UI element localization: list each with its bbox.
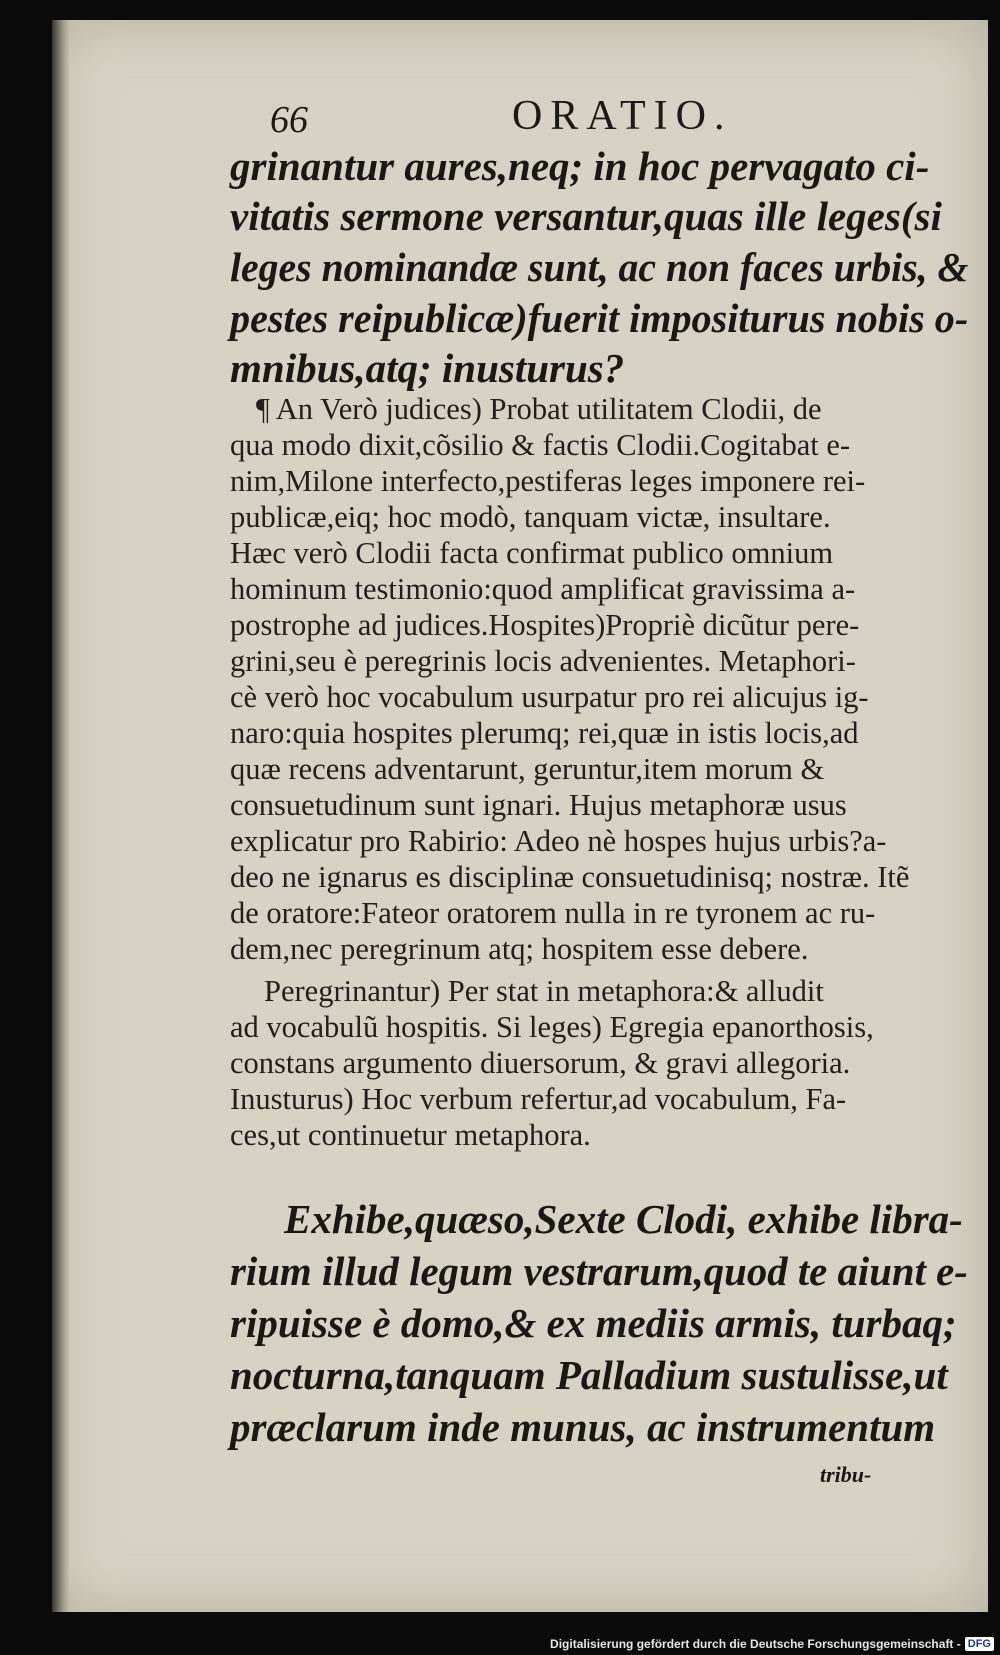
catchword: tribu- xyxy=(820,1462,872,1487)
page-gutter xyxy=(52,20,70,1612)
oration-line: nocturna,tanquam Palladium sustulisse,ut xyxy=(230,1352,948,1398)
commentary-line: explicatur pro Rabirio: Adeo nè hospes hujus urbis?a- xyxy=(230,824,887,858)
commentary-line: ¶ An Verò judices) Probat utilitatem Clodii, de xyxy=(256,392,822,426)
oration-line: leges nominandæ sunt, ac non faces urbis, & xyxy=(230,244,969,290)
commentary-line: constans argumento diuersorum, & gravi allegoria. xyxy=(230,1046,851,1080)
commentary-line: deo ne ignarus es disciplinæ consuetudinisq; nostræ. Itẽ xyxy=(230,860,910,894)
oration-line: præclarum inde munus, ac instrumentum xyxy=(230,1404,936,1450)
commentary-line: nim,Milone interfecto,pestiferas leges imponere rei- xyxy=(230,464,866,498)
oration-line: Exhibe,quæso,Sexte Clodi, exhibe libra- xyxy=(284,1196,963,1242)
commentary-line: Inusturus) Hoc verbum refertur,ad vocabulum, Fa- xyxy=(230,1082,847,1116)
commentary-line: Peregrinantur) Per stat in metaphora:& alludit xyxy=(264,974,824,1008)
commentary-line: dem,nec peregrinum atq; hospitem esse debere. xyxy=(230,932,809,966)
commentary-line: grini,seu è peregrinis locis advenientes. Metaphori- xyxy=(230,644,856,678)
book-page xyxy=(52,20,988,1612)
commentary-line: ad vocabulũ hospitis. Si leges) Egregia epanorthosis, xyxy=(230,1010,874,1044)
page-number: 66 xyxy=(270,99,308,141)
commentary-line: consuetudinum sunt ignari. Hujus metaphoræ usus xyxy=(230,788,847,822)
dfg-logo-icon: DFG xyxy=(965,1637,994,1651)
commentary-line: qua modo dixit,cõsilio & factis Clodii.Cogitabat e- xyxy=(230,428,851,462)
oration-line: pestes reipublicæ)fuerit impositurus nobis o- xyxy=(230,295,969,341)
oration-line: mnibus,atq; inusturus? xyxy=(230,345,625,391)
running-title: ORATIO. xyxy=(512,93,733,139)
commentary-line: publicæ,eiq; hoc modò, tanquam victæ, insultare. xyxy=(230,500,831,534)
commentary-line: ces,ut continuetur metaphora. xyxy=(230,1118,591,1152)
commentary-line: cè verò hoc vocabulum usurpatur pro rei alicujus ig- xyxy=(230,680,869,714)
commentary-line: postrophe ad judices.Hospites)Propriè dicũtur pere- xyxy=(230,608,860,642)
commentary-line: de oratore:Fateor oratorem nulla in re tyronem ac ru- xyxy=(230,896,876,930)
oration-line: rium illud legum vestrarum,quod te aiunt e- xyxy=(230,1248,968,1294)
oration-line: ripuisse è domo,& ex mediis armis, turbaq; xyxy=(230,1300,957,1346)
oration-line: vitatis sermone versantur,quas ille leges(si xyxy=(230,193,942,239)
oration-line: grinantur aures,neq; in hoc pervagato ci- xyxy=(230,143,930,189)
digitization-footer xyxy=(550,1637,994,1651)
footer-text: Digitalisierung gefördert durch die Deutsche Forschungsgemeinschaft - xyxy=(550,1637,961,1651)
commentary-line: hominum testimonio:quod amplificat gravissima a- xyxy=(230,572,856,606)
commentary-line: Hæc verò Clodii facta confirmat publico omnium xyxy=(230,536,834,570)
commentary-line: quæ recens adventarunt, geruntur,item morum & xyxy=(230,752,825,786)
page-header xyxy=(52,84,988,144)
commentary-line: naro:quia hospites plerumq; rei,quæ in istis locis,ad xyxy=(230,716,859,750)
